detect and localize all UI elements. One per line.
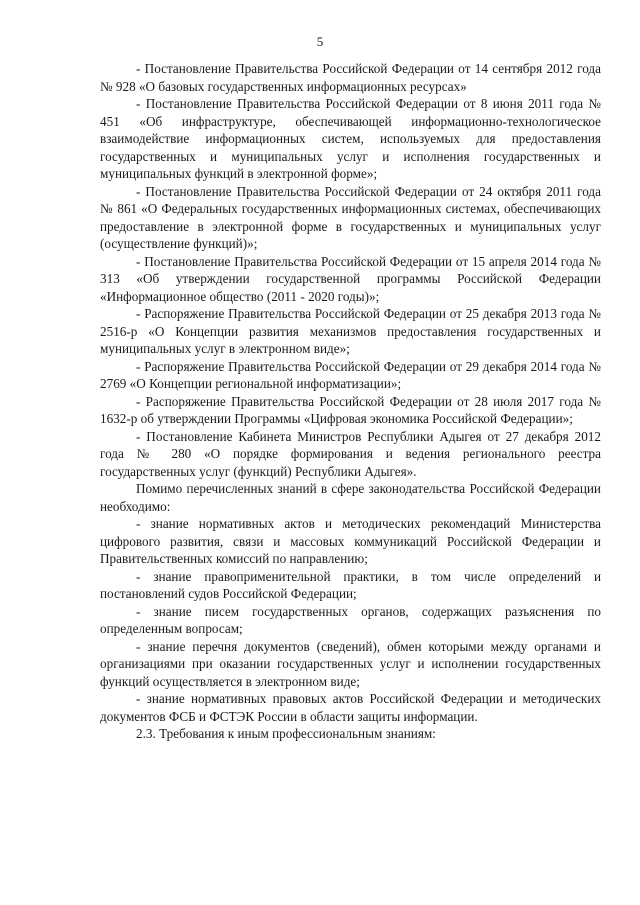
paragraph: - Постановление Кабинета Министров Республики Адыгея от 27 декабря 2012 года № 280 «О порядке формирования и ведения регионального реестра государственных услуг (функций) Республики Адыгея».	[100, 428, 601, 479]
paragraph: - знание писем государственных органов, содержащих разъяснения по определенным вопросам;	[100, 603, 601, 636]
paragraph: - знание нормативных актов и методических рекомендаций Министерства цифрового развития, связи и массовых коммуникаций Российской Федерации и Правительственных комиссий по направлению;	[100, 516, 601, 566]
page-number: 5	[316, 34, 324, 49]
paragraph: - Постановление Правительства Российской Федерации от 14 сентября 2012 года № 928 «О базовых государственных информационных ресурсах»	[100, 61, 601, 94]
paragraph: Помимо перечисленных знаний в сфере законодательства Российской Федерации необходимо:	[100, 481, 601, 514]
paragraph: - Постановление Правительства Российской Федерации от 24 октября 2011 года № 861 «О Федеральных государственных информационных системах, обеспечивающих предоставление в электронной форме в государственных и муниципальных услуг (осуществление функций)»;	[100, 183, 601, 251]
paragraph: - Распоряжение Правительства Российской Федерации от 29 декабря 2014 года № 2769 «О Концепции региональной информатизации»;	[100, 358, 601, 391]
paragraph: - Постановление Правительства Российской Федерации от 15 апреля 2014 года № 313 «Об утверждении государственной программы Российской Федерации «Информационное общество (2011 - 2020 годы)»;	[100, 253, 601, 304]
paragraph: - знание перечня документов (сведений), обмен которыми между органами и организациями при оказании государственных услуг и исполнении государственных функций осуществляется в электронном виде;	[100, 638, 601, 689]
paragraph: - знание нормативных правовых актов Российской Федерации и методических документов ФСБ и ФСТЭК России в области защиты информации.	[100, 691, 601, 724]
section-heading: 2.3. Требования к иным профессиональным знаниям:	[136, 726, 436, 741]
paragraph: - Постановление Правительства Российской Федерации от 8 июня 2011 года № 451 «Об инфраструктуре, обеспечивающей информационно-технологическое взаимодействие информационных систем, используемых для предоставления государственных и муниципальных услуг и исполнения государственных и муниципальных функций в электронной форме»;	[100, 96, 601, 181]
document-body	[100, 60, 601, 743]
paragraph: - Распоряжение Правительства Российской Федерации от 25 декабря 2013 года № 2516-р «О Концепции развития механизмов предоставления государственных и муниципальных услуг в электронном виде»;	[100, 306, 601, 356]
paragraph: - Распоряжение Правительства Российской Федерации от 28 июля 2017 года № 1632-р об утверждении Программы «Цифровая экономика Российской Федерации»;	[100, 393, 601, 426]
paragraph: - знание правоприменительной практики, в том числе определений и постановлений судов Российской Федерации;	[100, 568, 601, 601]
